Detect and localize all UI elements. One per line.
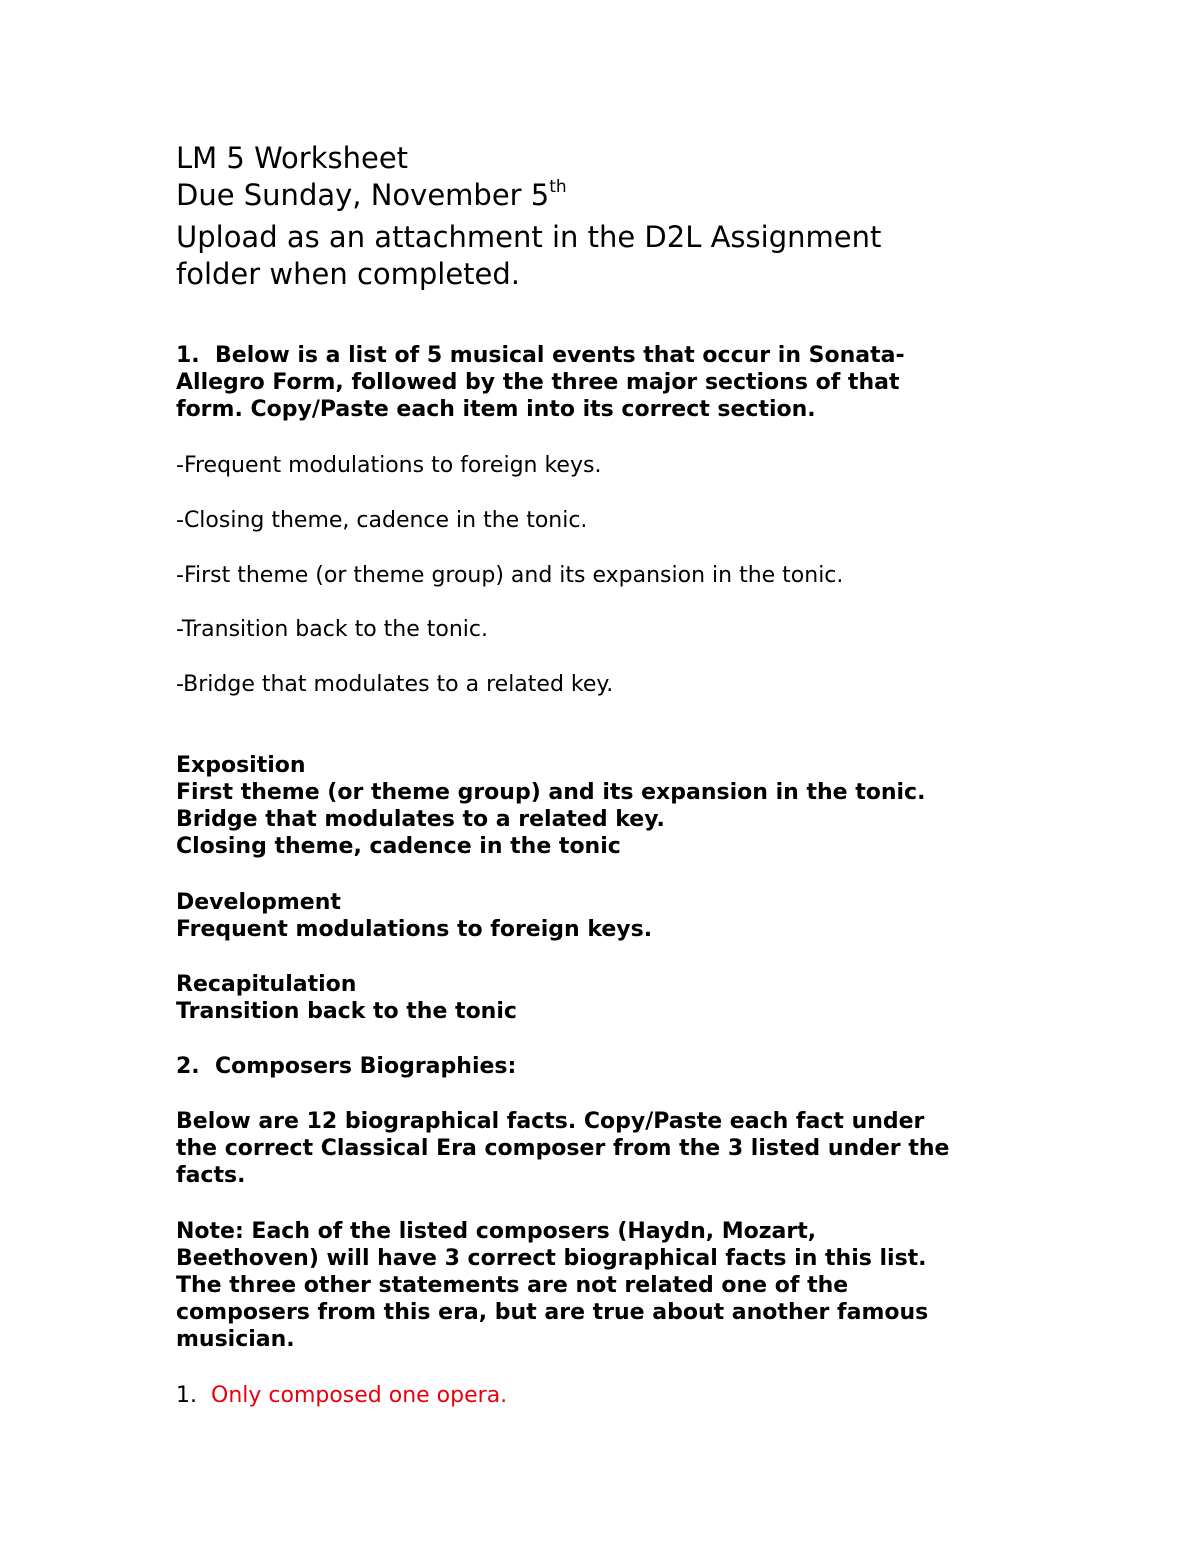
question-1-line3: form. Copy/Paste each item into its correct section. — [176, 397, 816, 422]
fact-number: 1. — [176, 1383, 197, 1408]
question-2-heading: Composers Biographies: — [215, 1054, 517, 1079]
note-line: composers from this era, but are true about another famous — [176, 1300, 929, 1325]
exposition-section — [176, 752, 1056, 860]
question-2-note — [176, 1218, 1056, 1353]
upload-instruction-line2: folder when completed. — [176, 257, 521, 291]
due-date-ordinal: th — [549, 177, 567, 197]
recapitulation-item: Transition back to the tonic — [176, 999, 517, 1024]
event-item: -Transition back to the tonic. — [176, 617, 488, 642]
question-1-line1: Below is a list of 5 musical events that occur in Sonata- — [215, 343, 905, 368]
exposition-heading: Exposition — [176, 753, 306, 778]
exposition-item: First theme (or theme group) and its expansion in the tonic. — [176, 780, 926, 805]
note-line: musician. — [176, 1327, 295, 1352]
event-item: -Closing theme, cadence in the tonic. — [176, 508, 588, 533]
note-line: The three other statements are not related one of the — [176, 1273, 849, 1298]
question-2-number: 2. — [176, 1054, 200, 1079]
recapitulation-section — [176, 971, 1056, 1025]
development-section — [176, 889, 1056, 943]
exposition-item: Closing theme, cadence in the tonic — [176, 834, 621, 859]
worksheet-header — [176, 140, 1076, 293]
question-1-number: 1. — [176, 343, 200, 368]
instructions-line: the correct Classical Era composer from the 3 listed under the — [176, 1136, 950, 1161]
fact-text: Only composed one opera. — [211, 1383, 508, 1408]
event-item: -Frequent modulations to foreign keys. — [176, 453, 602, 478]
upload-instruction-line1: Upload as an attachment in the D2L Assignment — [176, 220, 882, 254]
development-heading: Development — [176, 890, 341, 915]
due-date-text: Due Sunday, November 5 — [176, 178, 550, 212]
instructions-line: facts. — [176, 1163, 246, 1188]
event-item: -Bridge that modulates to a related key. — [176, 672, 614, 697]
instructions-line: Below are 12 biographical facts. Copy/Paste each fact under — [176, 1109, 925, 1134]
event-item: -First theme (or theme group) and its expansion in the tonic. — [176, 563, 844, 588]
note-line: Note: Each of the listed composers (Haydn, Mozart, — [176, 1219, 817, 1244]
note-line: Beethoven) will have 3 correct biographical facts in this list. — [176, 1246, 927, 1271]
development-item: Frequent modulations to foreign keys. — [176, 917, 653, 942]
fact-item — [176, 1382, 507, 1409]
question-1-line2: Allegro Form, followed by the three major sections of that — [176, 370, 900, 395]
question-1-prompt — [176, 342, 1036, 423]
question-2-title — [176, 1053, 1056, 1080]
question-2-instructions — [176, 1108, 1056, 1189]
recapitulation-heading: Recapitulation — [176, 972, 357, 997]
due-date — [176, 177, 1076, 219]
exposition-item: Bridge that modulates to a related key. — [176, 807, 665, 832]
worksheet-title: LM 5 Worksheet — [176, 141, 409, 175]
